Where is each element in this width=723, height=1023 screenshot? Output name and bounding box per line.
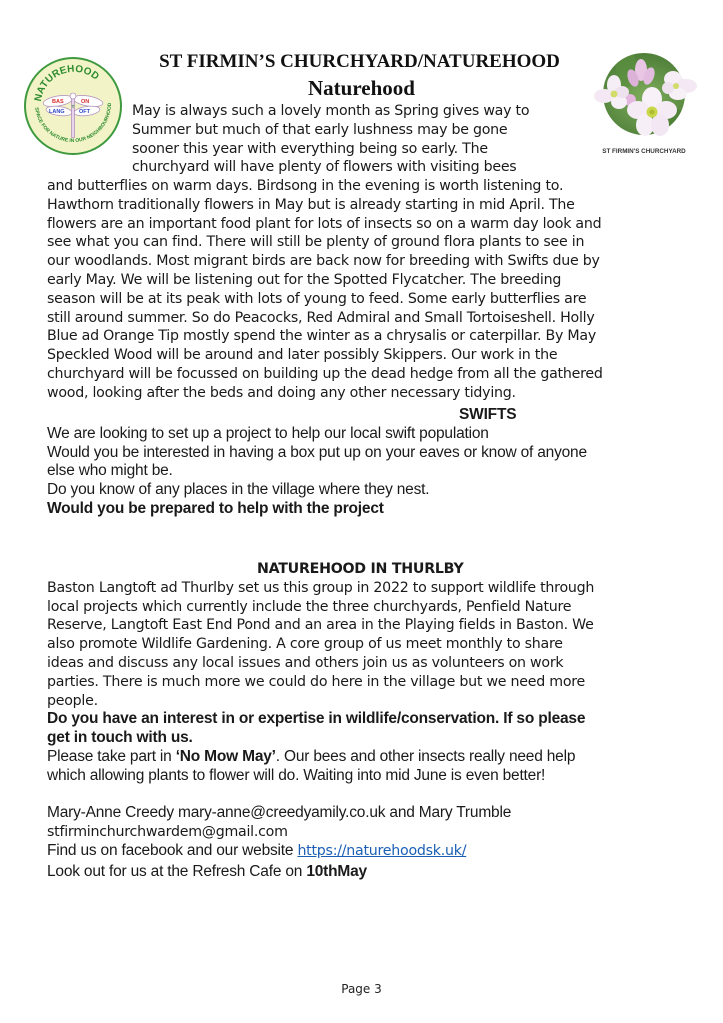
no-mow-may-line	[47, 748, 717, 767]
thurlby-call-to-action: Do you have an interest in or expertise in wildlife/conservation. If so please	[47, 710, 586, 728]
swifts-line: Would you be interested in having a box put up on your eaves or know of anyone	[47, 443, 587, 461]
thurlby-section	[47, 560, 717, 786]
website-link[interactable]: https://naturehoodsk.uk/	[297, 842, 467, 859]
contact-email-line: stfirminchurchwardem@gmail.com	[47, 823, 288, 840]
no-mow-suffix: . Our bees and other insects really need help	[275, 747, 576, 765]
body-line: still around summer. So do Peacocks, Red Admiral and Small Tortoiseshell. Holly	[47, 309, 595, 326]
no-mow-may-line-2: which allowing plants to flower will do. Waiting into mid June is even better!	[47, 766, 546, 784]
thurlby-line: parties. There is much more we could do here in the village but we need more	[47, 673, 586, 690]
cafe-date: 10thMay	[306, 863, 367, 881]
page-subtitle: Naturehood	[308, 76, 415, 100]
body-line: wood, looking after the beds and doing any other necessary tidying.	[47, 384, 516, 401]
body-line: Hawthorn traditionally flowers in May but is already starting in mid April. The	[47, 196, 575, 213]
page-number: Page 3	[341, 982, 382, 996]
thurlby-heading: NATUREHOOD IN THURLBY	[257, 561, 464, 577]
body-line: flowers are an important food plant for lots of insects so on a warm day look and	[47, 215, 602, 232]
naturehood-paragraph	[47, 177, 717, 403]
cafe-line	[47, 863, 717, 882]
thurlby-call-to-action: get in touch with us.	[47, 729, 193, 747]
body-line: early May. We will be listening out for the Spotted Flycatcher. The breeding	[47, 271, 562, 288]
thurlby-line: Baston Langtoft ad Thurlby set us this group in 2022 to support wildlife through	[47, 579, 595, 596]
svg-text:LANG: LANG	[49, 109, 65, 115]
svg-text:T: T	[71, 104, 75, 109]
swifts-heading: SWIFTS	[459, 406, 517, 423]
intro-line: churchyard will have plenty of flowers with visiting bees	[132, 159, 517, 176]
body-line: Blue ad Orange Tip mostly spend the winter as a chrysalis or caterpillar. By May	[47, 328, 597, 345]
intro-paragraph	[132, 102, 582, 177]
thurlby-line: ideas and discuss any local issues and others join us as volunteers on work	[47, 654, 564, 671]
thurlby-line: people.	[47, 692, 98, 709]
svg-text:BAS: BAS	[52, 99, 64, 105]
svg-text:NATUREHOOD: NATUREHOOD	[32, 63, 101, 103]
page-title: ST FIRMIN’S CHURCHYARD/NATUREHOOD	[159, 51, 560, 72]
swifts-line: else who might be.	[47, 462, 173, 480]
thurlby-line: Reserve, Langtoft East End Pond and an area in the Playing fields in Baston. We	[47, 617, 594, 634]
st-firmins-churchyard-logo	[586, 48, 706, 163]
body-line: season will be at its peak with lots of young to feed. Some early butterflies are	[47, 290, 587, 307]
body-line: churchyard will be focussed on building up the dead hedge from all the gathered	[47, 365, 603, 382]
flower-photo-icon	[586, 48, 706, 163]
website-line	[47, 842, 717, 861]
swifts-help-question: Would you be prepared to help with the project	[47, 499, 384, 517]
intro-line: sooner this year with everything being so early. The	[132, 140, 488, 157]
contacts-section	[47, 804, 717, 882]
svg-text:ST FIRMIN'S CHURCHYARD: ST FIRMIN'S CHURCHYARD	[602, 148, 686, 155]
thurlby-line: also promote Wildlife Gardening. A core group of us meet monthly to share	[47, 636, 563, 653]
no-mow-prefix: Please take part in	[47, 747, 176, 765]
body-line: Speckled Wood will be around and later possibly Skippers. Our work in the	[47, 347, 558, 364]
svg-text:OFT: OFT	[79, 109, 90, 115]
swifts-line: We are looking to set up a project to help our local swift population	[47, 424, 489, 442]
swifts-section	[47, 406, 717, 519]
svg-text:SPACE FOR NATURE IN OUR NEIGHB: SPACE FOR NATURE IN OUR NEIGHBOURHOOD	[33, 102, 114, 145]
body-line: see what you can find. There will still be plenty of ground flora plants to see in	[47, 234, 585, 251]
contact-names-line: Mary-Anne Creedy mary-anne@creedyamily.co.uk and Mary Trumble	[47, 804, 512, 821]
intro-line: Summer but much of that early lushness may be gone	[132, 121, 508, 138]
cafe-prefix: Look out for us at the Refresh Cafe on	[47, 863, 307, 881]
body-line: our woodlands. Most migrant birds are back now for breeding with Swifts due by	[47, 253, 600, 270]
intro-line: May is always such a lovely month as Spring gives way to	[132, 103, 530, 119]
thurlby-line: local projects which currently include the three churchyards, Penfield Nature	[47, 598, 572, 615]
body-line: and butterflies on warm days. Birdsong in the evening is worth listening to.	[47, 178, 564, 194]
swifts-line: Do you know of any places in the village where they nest.	[47, 481, 430, 499]
svg-text:ON: ON	[81, 99, 90, 105]
website-prefix: Find us on facebook and our website	[47, 841, 298, 859]
no-mow-may-label: ‘No Mow May’	[175, 747, 276, 765]
